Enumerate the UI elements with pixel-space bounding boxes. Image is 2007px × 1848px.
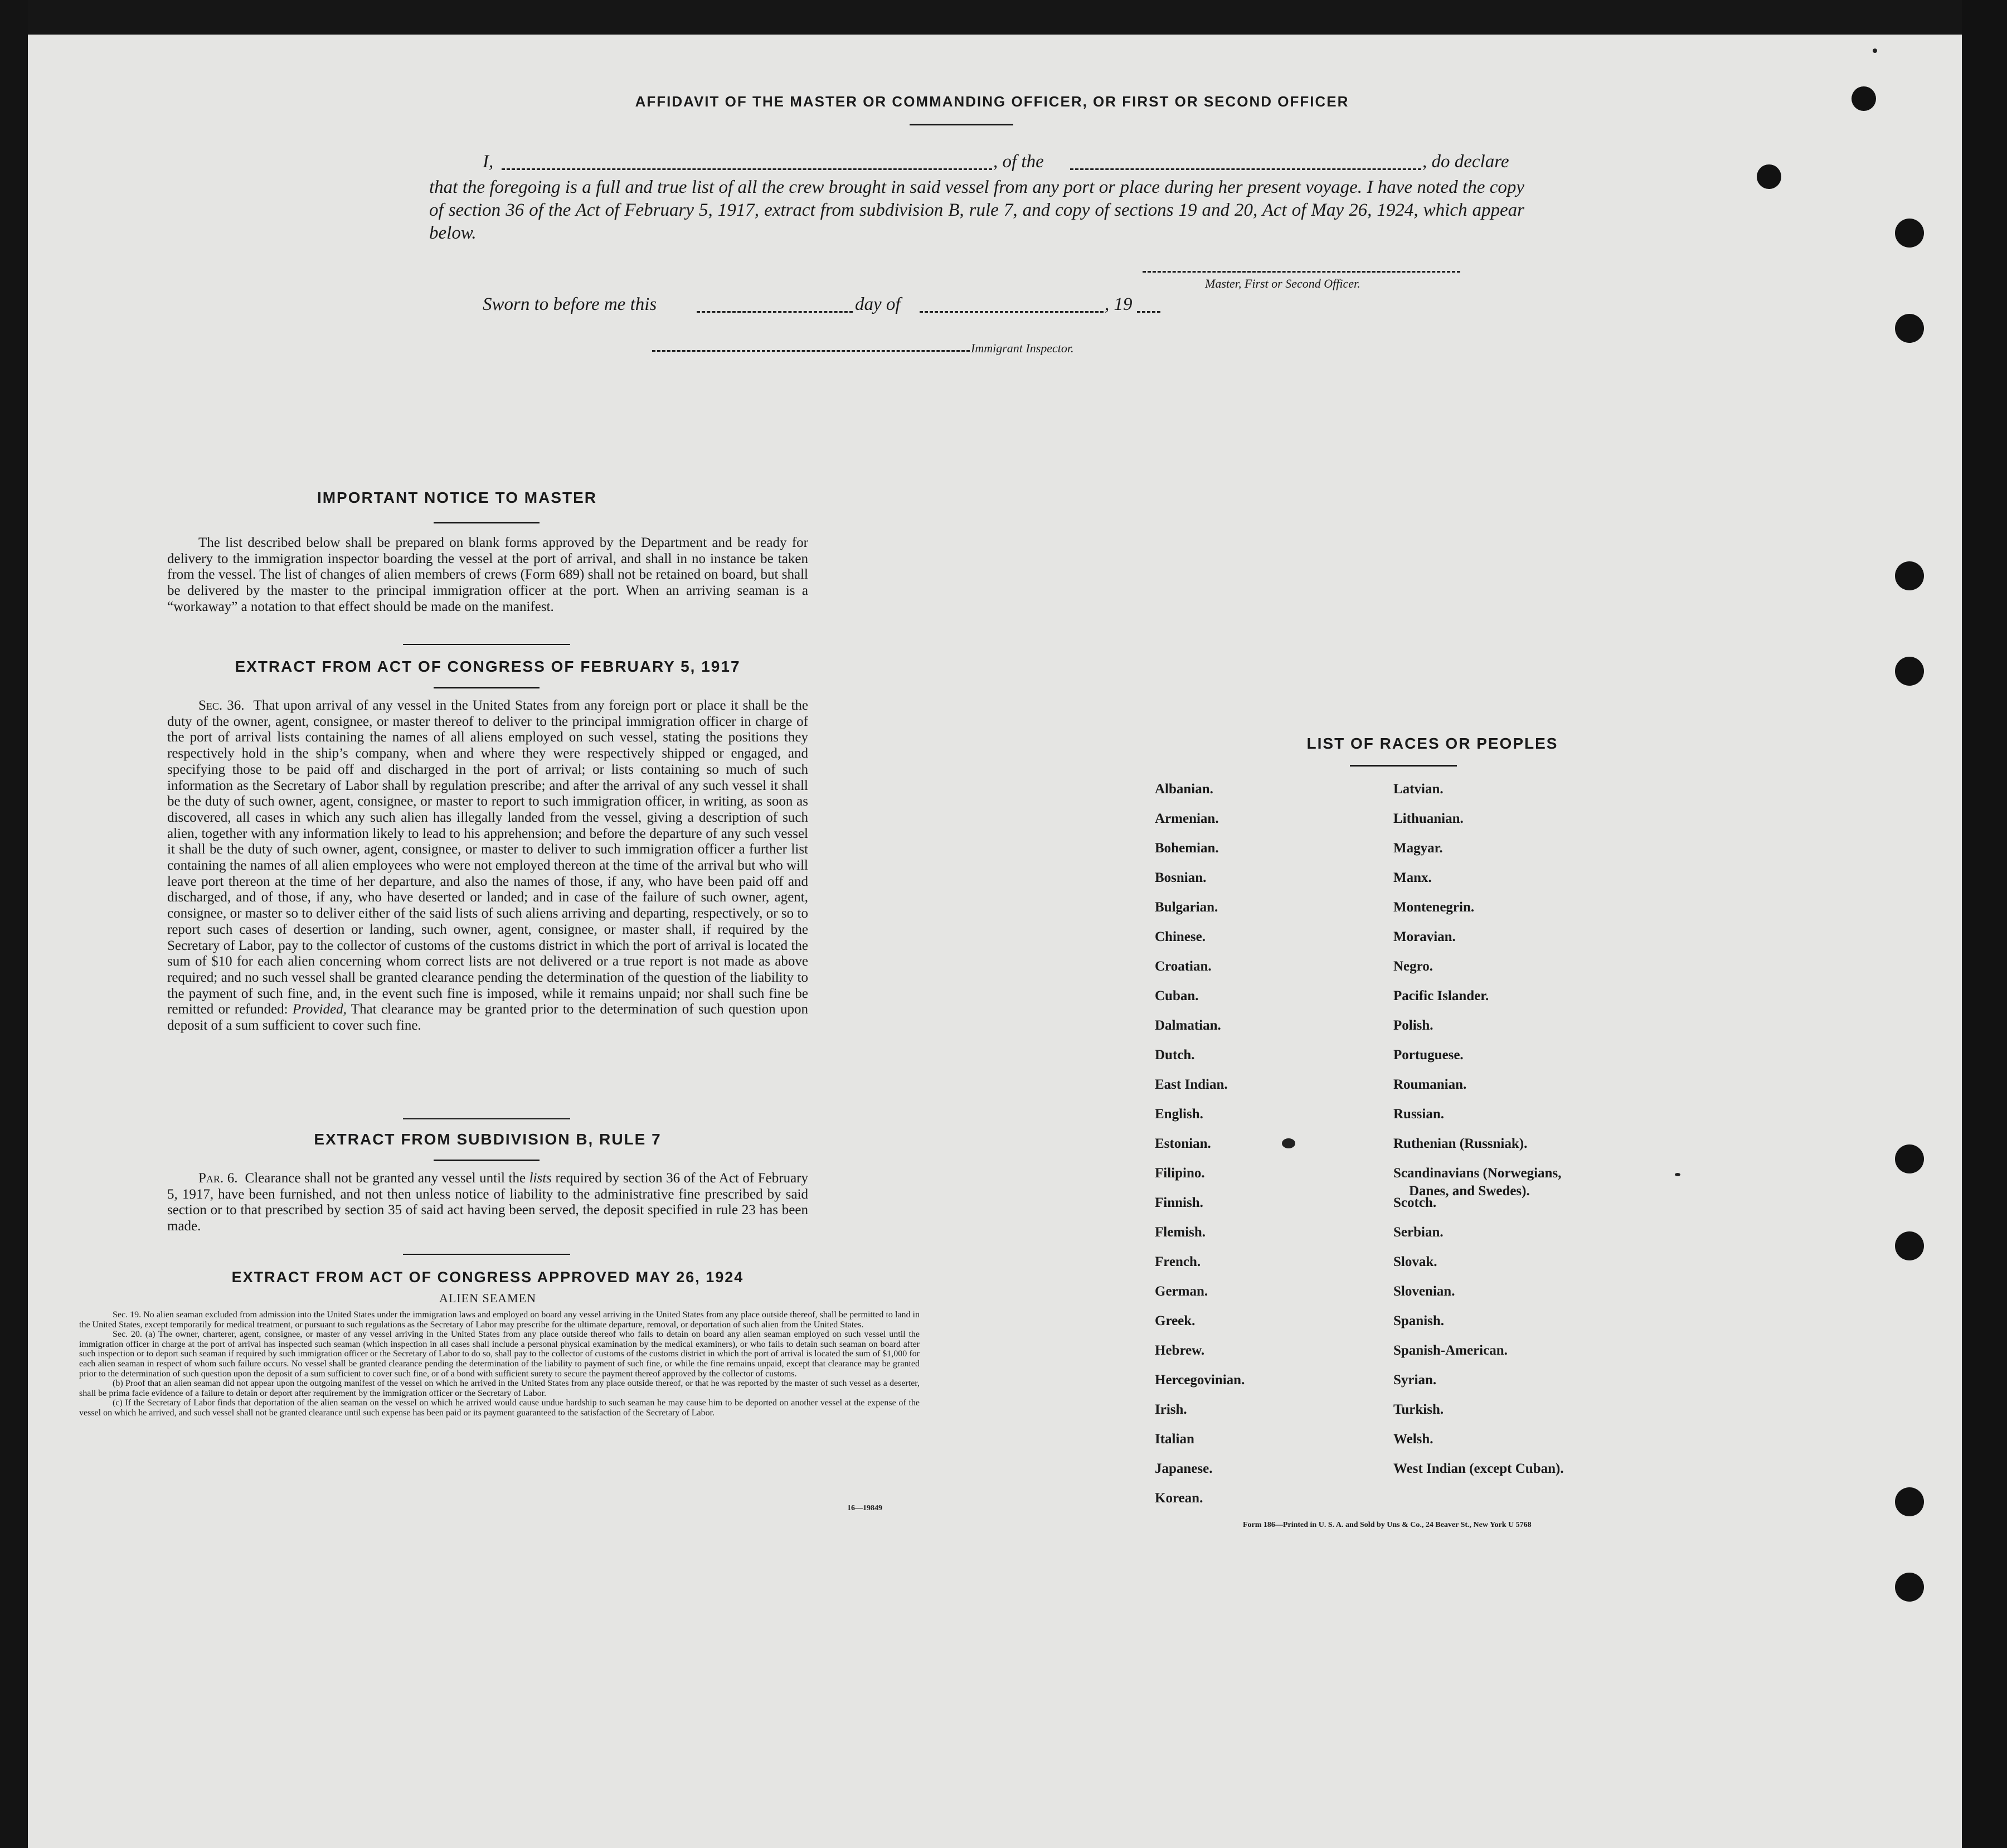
par-6-text-a: Clearance shall not be granted any vessel until the bbox=[245, 1171, 526, 1186]
scan-border-right bbox=[1962, 0, 2007, 1848]
race-item: Hercegovinian. bbox=[1155, 1372, 1245, 1388]
race-item: Dalmatian. bbox=[1155, 1018, 1221, 1033]
year-blank[interactable] bbox=[1137, 311, 1160, 313]
races-rule bbox=[1350, 765, 1457, 767]
race-item: Bosnian. bbox=[1155, 870, 1207, 885]
extract-1924-title: EXTRACT FROM ACT OF CONGRESS APPROVED MAY 26, 1924 bbox=[231, 1269, 744, 1286]
race-item: Korean. bbox=[1155, 1491, 1203, 1506]
affidavit-i: I, bbox=[483, 152, 494, 172]
race-item: Moravian. bbox=[1393, 929, 1456, 944]
race-item: Manx. bbox=[1393, 870, 1432, 885]
title-rule bbox=[910, 124, 1013, 125]
race-item: Greek. bbox=[1155, 1313, 1196, 1328]
notice-rule bbox=[434, 522, 540, 523]
race-item: Welsh. bbox=[1393, 1432, 1433, 1447]
inspector-signature-line[interactable] bbox=[652, 350, 970, 352]
notice-paragraph: The list described below shall be prepared on blank forms approved by the Department and be ready for delivery to the immigration inspector boarding the vessel at the port of arrival, and shall in no instance be taken from the vessel. The list of changes of alien members of crews (Form 689) shall not be retained on board, but shall be delivered by the master to the principal immigration officer at the port. When an arriving seaman is a “workaway” a notation to that effect should be made on the manifest. bbox=[167, 535, 808, 614]
divider-3 bbox=[403, 1254, 570, 1255]
document-page bbox=[28, 35, 1962, 1848]
section-36-paragraph bbox=[167, 698, 808, 1034]
race-item: Armenian. bbox=[1155, 811, 1219, 826]
race-item: Spanish. bbox=[1393, 1313, 1445, 1328]
scan-border-left bbox=[0, 0, 28, 1848]
binder-hole bbox=[1895, 1231, 1924, 1260]
race-item: Lithuanian. bbox=[1393, 811, 1464, 826]
race-item: Ruthenian (Russniak). bbox=[1393, 1136, 1528, 1151]
extract-1917-rule bbox=[434, 687, 540, 688]
binder-hole bbox=[1895, 1144, 1924, 1173]
race-item: Filipino. bbox=[1155, 1166, 1205, 1181]
race-item: Scotch. bbox=[1393, 1195, 1437, 1210]
form-code: 16—19849 bbox=[847, 1504, 882, 1512]
race-item: Montenegrin. bbox=[1393, 900, 1475, 915]
race-item: Dutch. bbox=[1155, 1047, 1195, 1063]
master-signature-line[interactable] bbox=[1143, 271, 1460, 273]
race-item: Bulgarian. bbox=[1155, 900, 1218, 915]
race-item: West Indian (except Cuban). bbox=[1393, 1461, 1564, 1476]
race-item: Portuguese. bbox=[1393, 1047, 1464, 1063]
race-item: Irish. bbox=[1155, 1402, 1187, 1417]
rule-7-rule bbox=[434, 1160, 540, 1161]
sec-36-text: That upon arrival of any vessel in the United States from any foreign port or place it shall be the duty of the owner, agent, consignee, or master thereof to deliver to the principal immigration officer in charge of the port of arrival lists containing the names of all aliens employed on such vessel, stating the positions they respectively hold in the ship’s company, when and where they were respectively shipped or engaged, and specifying those to be paid off and discharged in the port of arrival; or lists containing so much of such information as the Secretary of Labor shall by regulation prescribe; and after the arrival of any such vessel it shall be the duty of such owner, agent, consignee, or master to report to such immigration officer, in writing, as soon as discovered, all cases in which any such alien has illegally landed from the vessel, giving a description of such alien, together with any information likely to lead to his apprehension; and before the departure of any such vessel it shall be the duty of such owner, agent, consignee, or master to deliver to such immigration officer a further list containing the names of all alien employees who were not employed thereon at the time of the arrival but who will leave port thereon at the time of her departure, and also the names of those, if any, who have been paid off and discharged, and of those, if any, who have deserted or landed; and in case of the failure of such owner, agent, consignee, or master so to deliver either of the said lists of such aliens arriving and departing, respectively, or so to report such cases of desertion or landing, such owner, agent, consignee, or master shall, if required by the Secretary of Labor, pay to the collector of customs of the customs district in which the port of arrival is located the sum of $10 for each alien concerning whom correct lists are not delivered or a true report is not made as above required; and no such vessel shall be granted clearance pending the determination of the question of the liability to the payment of such fine, and, in the event such fine is imposed, while it remains unpaid; nor shall such fine be remitted or refunded: bbox=[167, 698, 809, 1017]
binder-hole bbox=[1895, 1573, 1924, 1602]
vessel-blank[interactable] bbox=[1070, 168, 1421, 170]
extract-1917-title: EXTRACT FROM ACT OF CONGRESS OF FEBRUARY 5, 1917 bbox=[235, 658, 741, 675]
affidavit-title: AFFIDAVIT OF THE MASTER OR COMMANDING OFFICER, OR FIRST OR SECOND OFFICER bbox=[635, 93, 1349, 110]
scan-speck bbox=[1675, 1173, 1680, 1176]
year-text: , 19 bbox=[1105, 294, 1133, 314]
race-item: Croatian. bbox=[1155, 959, 1212, 974]
binder-hole bbox=[1895, 314, 1924, 343]
par-6-paragraph bbox=[167, 1171, 808, 1235]
race-item: Danes, and Swedes). bbox=[1409, 1184, 1530, 1199]
name-blank[interactable] bbox=[502, 168, 992, 170]
sec-20b-paragraph: (b) Proof that an alien seaman did not appear upon the outgoing manifest of the vessel on which he arrived in the United States from any place outside thereof, or that he was reported by the master of such vessel as a deserter, shall be prima facie evidence of a failure to detain or deport after requirement by the immigration officer or the Secretary of Labor. bbox=[79, 1379, 920, 1398]
race-item: Roumanian. bbox=[1393, 1077, 1467, 1092]
race-item: Finnish. bbox=[1155, 1195, 1203, 1210]
race-item: East Indian. bbox=[1155, 1077, 1228, 1092]
extract-1924-text bbox=[79, 1310, 920, 1418]
race-item: Bohemian. bbox=[1155, 841, 1219, 856]
sworn-text: Sworn to before me this bbox=[483, 294, 657, 314]
race-item: German. bbox=[1155, 1284, 1208, 1299]
binder-hole bbox=[1895, 219, 1924, 248]
race-item: Scandinavians (Norwegians, bbox=[1393, 1166, 1562, 1181]
race-item: Serbian. bbox=[1393, 1225, 1444, 1240]
race-item: Flemish. bbox=[1155, 1225, 1206, 1240]
race-item: Spanish-American. bbox=[1393, 1343, 1508, 1358]
race-item: Slovenian. bbox=[1393, 1284, 1455, 1299]
binder-hole bbox=[1852, 86, 1876, 111]
race-item: Russian. bbox=[1393, 1107, 1445, 1122]
race-item: Negro. bbox=[1393, 959, 1433, 974]
divider-2 bbox=[403, 1118, 570, 1119]
race-item: Estonian. bbox=[1155, 1136, 1211, 1151]
affidavit-of-the: , of the bbox=[993, 152, 1044, 172]
race-item: Pacific Islander. bbox=[1393, 988, 1489, 1003]
affidavit-text: that the foregoing is a full and true list of all the crew brought in said vessel from any port or place during her present voyage. I have noted the copy of section 36 of the Act of February 5, 1917, extract from subdivision B, rule 7, and copy of sections 19 and 20, Act of May 26, 1924, which appear below. bbox=[429, 177, 1524, 243]
extract-1917-text bbox=[167, 698, 808, 1034]
day-of-text: day of bbox=[855, 294, 901, 314]
race-item: Chinese. bbox=[1155, 929, 1206, 944]
race-item: English. bbox=[1155, 1107, 1203, 1122]
race-item: Japanese. bbox=[1155, 1461, 1213, 1476]
divider-1 bbox=[403, 644, 570, 645]
inspector-caption: Immigrant Inspector. bbox=[971, 341, 1074, 355]
provided-word: Provided, bbox=[292, 1002, 347, 1017]
binder-hole bbox=[1895, 561, 1924, 590]
notice-title: IMPORTANT NOTICE TO MASTER bbox=[317, 489, 597, 506]
race-item: Albanian. bbox=[1155, 782, 1213, 797]
alien-seamen-subtitle: ALIEN SEAMEN bbox=[439, 1291, 536, 1305]
lists-word: lists bbox=[529, 1171, 552, 1186]
day-blank[interactable] bbox=[697, 311, 853, 313]
races-title: LIST OF RACES OR PEOPLES bbox=[1306, 735, 1558, 752]
race-item: French. bbox=[1155, 1254, 1201, 1269]
rule-7-text bbox=[167, 1171, 808, 1235]
affidavit-do-declare: , do declare bbox=[1422, 152, 1509, 172]
month-blank[interactable] bbox=[920, 311, 1104, 313]
par-6-text-b: required by section 36 of the Act of February 5, 1917, have been furnished, and not then unless notice of liability to the administrative fine prescribed by said section or to that prescribed by section 35 of said act having been served, the deposit specified in rule 23 has been made. bbox=[167, 1171, 809, 1234]
rule-7-title: EXTRACT FROM SUBDIVISION B, RULE 7 bbox=[314, 1131, 662, 1148]
sec-36-text-end: That clearance may be granted prior to the determination of such question upon deposit of a sum sufficient to cover such fine. bbox=[167, 1002, 808, 1034]
sec-20a-paragraph: Sec. 20. (a) The owner, charterer, agent, consignee, or master of any vessel arriving in the United States from any place outside thereof who fails to detain on board any alien seaman employed on such vessel until the immigration officer in charge at the port of arrival has inspected such seaman (which inspection in all cases shall include a personal physical examination by the medical examiners), or who fails to detain such seaman on board after such inspection or to deport such seaman if required by such immigration officer or the Secretary of Labor to do so, shall pay to the collector of customs of the customs district in which the port of arrival is located the sum of $1,000 for each alien seaman in respect of whom such failure occurs. No vessel shall be granted clearance pending the determination of the liability to payment of such fine, or while the fine remains unpaid, except that clearance may be granted prior to the determination of such question upon the deposit of a sum sufficient to cover such fine, or of a bond with sufficient surety to secure the payment thereof approved by the collector of customs. bbox=[79, 1330, 920, 1379]
printer-footer: Form 186—Printed in U. S. A. and Sold by Uns & Co., 24 Beaver St., New York U 5768 bbox=[1243, 1521, 1532, 1529]
scan-speck bbox=[1873, 48, 1877, 53]
sec-36-label: Sec. 36. bbox=[198, 698, 245, 713]
race-item: Italian bbox=[1155, 1432, 1194, 1447]
binder-hole bbox=[1895, 657, 1924, 686]
race-item: Syrian. bbox=[1393, 1372, 1437, 1388]
race-item: Cuban. bbox=[1155, 988, 1199, 1003]
race-item: Polish. bbox=[1393, 1018, 1433, 1033]
race-item: Slovak. bbox=[1393, 1254, 1437, 1269]
race-item: Magyar. bbox=[1393, 841, 1443, 856]
notice-text bbox=[167, 535, 808, 615]
race-item: Latvian. bbox=[1393, 782, 1444, 797]
binder-hole bbox=[1895, 1487, 1924, 1516]
ink-blot bbox=[1282, 1138, 1295, 1148]
master-caption: Master, First or Second Officer. bbox=[1205, 277, 1360, 290]
sec-19-paragraph: Sec. 19. No alien seaman excluded from admission into the United States under the immigration laws and employed on board any vessel arriving in the United States from any place outside thereof, shall be permitted to land in the United States, except temporarily for medical treatment, or pursuant to such regulations as the Secretary of Labor may prescribe for the ultimate departure, removal, or deportation of such alien from the United States. bbox=[79, 1310, 920, 1330]
race-item: Turkish. bbox=[1393, 1402, 1444, 1417]
par-6-label: Par. 6. bbox=[198, 1171, 238, 1186]
scan-border-top bbox=[0, 0, 2007, 35]
binder-hole bbox=[1757, 164, 1781, 189]
sec-20c-paragraph: (c) If the Secretary of Labor finds that deportation of the alien seaman on the vessel on which he arrived would cause undue hardship to such seaman he may cause him to be deported on another vessel at the expense of the vessel on which he arrived, and such vessel shall not be granted clearance until such expense has been paid or its payment guaranteed to the satisfaction of the Secretary of Labor. bbox=[79, 1398, 920, 1418]
race-item: Hebrew. bbox=[1155, 1343, 1205, 1358]
